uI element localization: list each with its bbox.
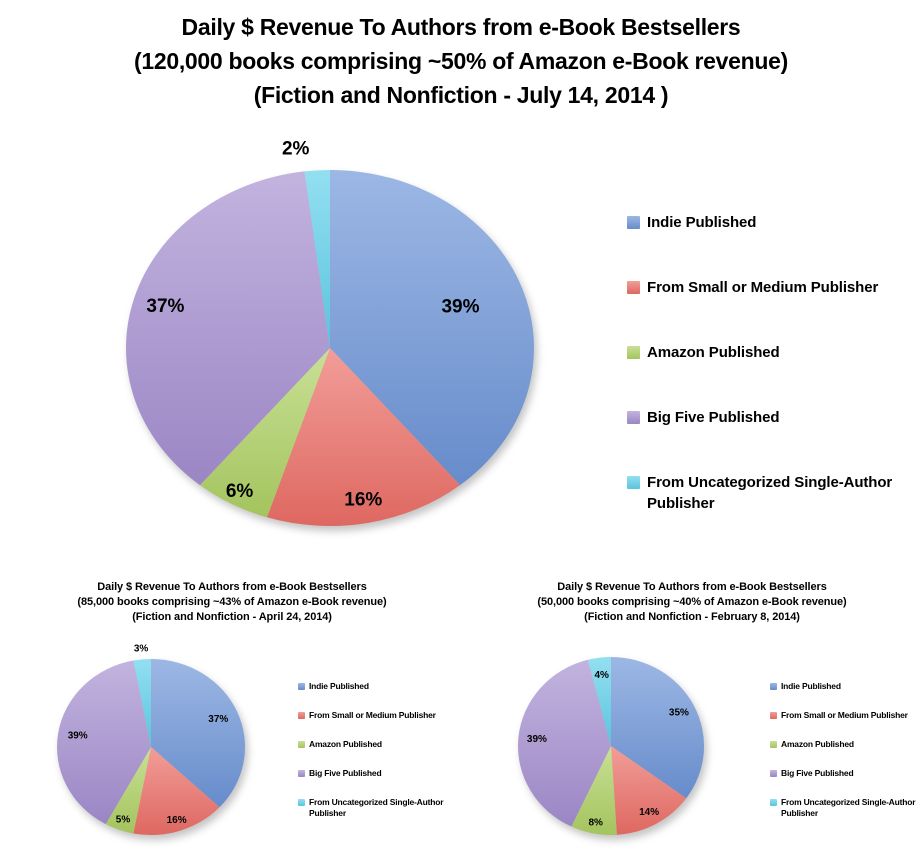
legend-february-2014 [770,681,922,837]
legend-label-big-five-published: Big Five Published [781,768,854,778]
pie-percent-label-2-1: 14% [639,806,660,818]
subchart-title-april-2014 [12,580,452,625]
subchart-title-february-2014 [472,580,912,625]
legend-label-small-medium-publisher: From Small or Medium Publisher [781,710,908,720]
legend-april-2014 [298,681,468,837]
subtitle1-line-1: Daily $ Revenue To Authors from e-Book Bestsellers [97,581,367,593]
pie-chart-april-2014 [20,640,300,855]
subtitle1-line-2: (85,000 books comprising ~43% of Amazon e-Book revenue) [77,596,387,608]
legend-item-big-five-published [770,768,922,779]
legend-item-indie-published [627,212,919,233]
legend-item-big-five-published [627,407,919,428]
pie-chart-february-2014 [480,640,760,855]
legend-swatch-uncategorized-single-author [298,799,305,806]
pie-percent-label-0-4: 2% [281,138,310,160]
legend-swatch-small-medium-publisher [627,281,640,294]
legend-label-big-five-published: Big Five Published [647,409,780,426]
legend-july-2014 [627,212,919,558]
pie-percent-label-1-4: 3% [133,643,149,655]
main-chart-title [0,10,922,112]
legend-swatch-amazon-published [770,741,777,748]
legend-item-small-medium-publisher [627,277,919,298]
pie-percent-label-1-0: 37% [208,714,229,726]
legend-item-indie-published [770,681,922,692]
legend-swatch-big-five-published [627,411,640,424]
legend-label-indie-published: Indie Published [781,681,841,691]
legend-label-small-medium-publisher: From Small or Medium Publisher [647,279,879,296]
legend-label-amazon-published: Amazon Published [647,344,780,361]
legend-item-uncategorized-single-author [627,472,919,514]
pie-percent-label-0-1: 16% [344,489,383,511]
pie-percent-label-2-0: 35% [668,707,689,719]
legend-swatch-indie-published [770,683,777,690]
pie-percent-label-0-3: 37% [146,295,185,317]
legend-label-indie-published: Indie Published [647,214,757,231]
legend-swatch-small-medium-publisher [298,712,305,719]
main-title-line-3: (Fiction and Nonfiction - July 14, 2014 ) [253,82,669,108]
pie-percent-label-1-3: 39% [67,730,88,742]
legend-swatch-amazon-published [627,346,640,359]
legend-item-amazon-published [770,739,922,750]
legend-label-big-five-published: Big Five Published [309,768,382,778]
main-title-line-1: Daily $ Revenue To Authors from e-Book Bestsellers [181,14,741,40]
legend-swatch-indie-published [298,683,305,690]
legend-item-small-medium-publisher [770,710,922,721]
legend-label-indie-published: Indie Published [309,681,369,691]
legend-swatch-uncategorized-single-author [770,799,777,806]
subtitle2-line-1: Daily $ Revenue To Authors from e-Book Bestsellers [557,581,827,593]
pie-percent-label-2-4: 4% [594,669,609,681]
subtitle2-line-2: (50,000 books comprising ~40% of Amazon e-Book revenue) [537,596,847,608]
pie-percent-label-0-2: 6% [225,481,254,502]
legend-item-uncategorized-single-author [298,797,468,819]
legend-item-amazon-published [627,342,919,363]
legend-item-indie-published [298,681,468,692]
legend-label-amazon-published: Amazon Published [309,739,382,749]
pie-chart-july-2014 [60,130,620,550]
legend-swatch-big-five-published [298,770,305,777]
subtitle1-line-3: (Fiction and Nonfiction - April 24, 2014) [132,611,332,623]
pie-percent-label-1-2: 5% [115,814,131,826]
legend-label-uncategorized-single-author: From Uncategorized Single-Author Publisher [309,797,444,818]
legend-swatch-big-five-published [770,770,777,777]
legend-swatch-small-medium-publisher [770,712,777,719]
legend-item-amazon-published [298,739,468,750]
pie-percent-label-1-1: 16% [166,815,187,827]
legend-label-uncategorized-single-author: From Uncategorized Single-Author Publisher [647,474,893,512]
legend-item-uncategorized-single-author [770,797,922,819]
pie-percent-label-2-3: 39% [526,733,547,745]
legend-label-amazon-published: Amazon Published [781,739,854,749]
legend-item-big-five-published [298,768,468,779]
legend-swatch-uncategorized-single-author [627,476,640,489]
legend-item-small-medium-publisher [298,710,468,721]
legend-label-uncategorized-single-author: From Uncategorized Single-Author Publisher [781,797,916,818]
legend-swatch-indie-published [627,216,640,229]
subtitle2-line-3: (Fiction and Nonfiction - February 8, 2014) [584,611,800,623]
legend-label-small-medium-publisher: From Small or Medium Publisher [309,710,436,720]
legend-swatch-amazon-published [298,741,305,748]
pie-percent-label-2-2: 8% [588,817,603,829]
pie-percent-label-0-0: 39% [441,296,480,318]
main-title-line-2: (120,000 books comprising ~50% of Amazon e-Book revenue) [133,48,789,74]
